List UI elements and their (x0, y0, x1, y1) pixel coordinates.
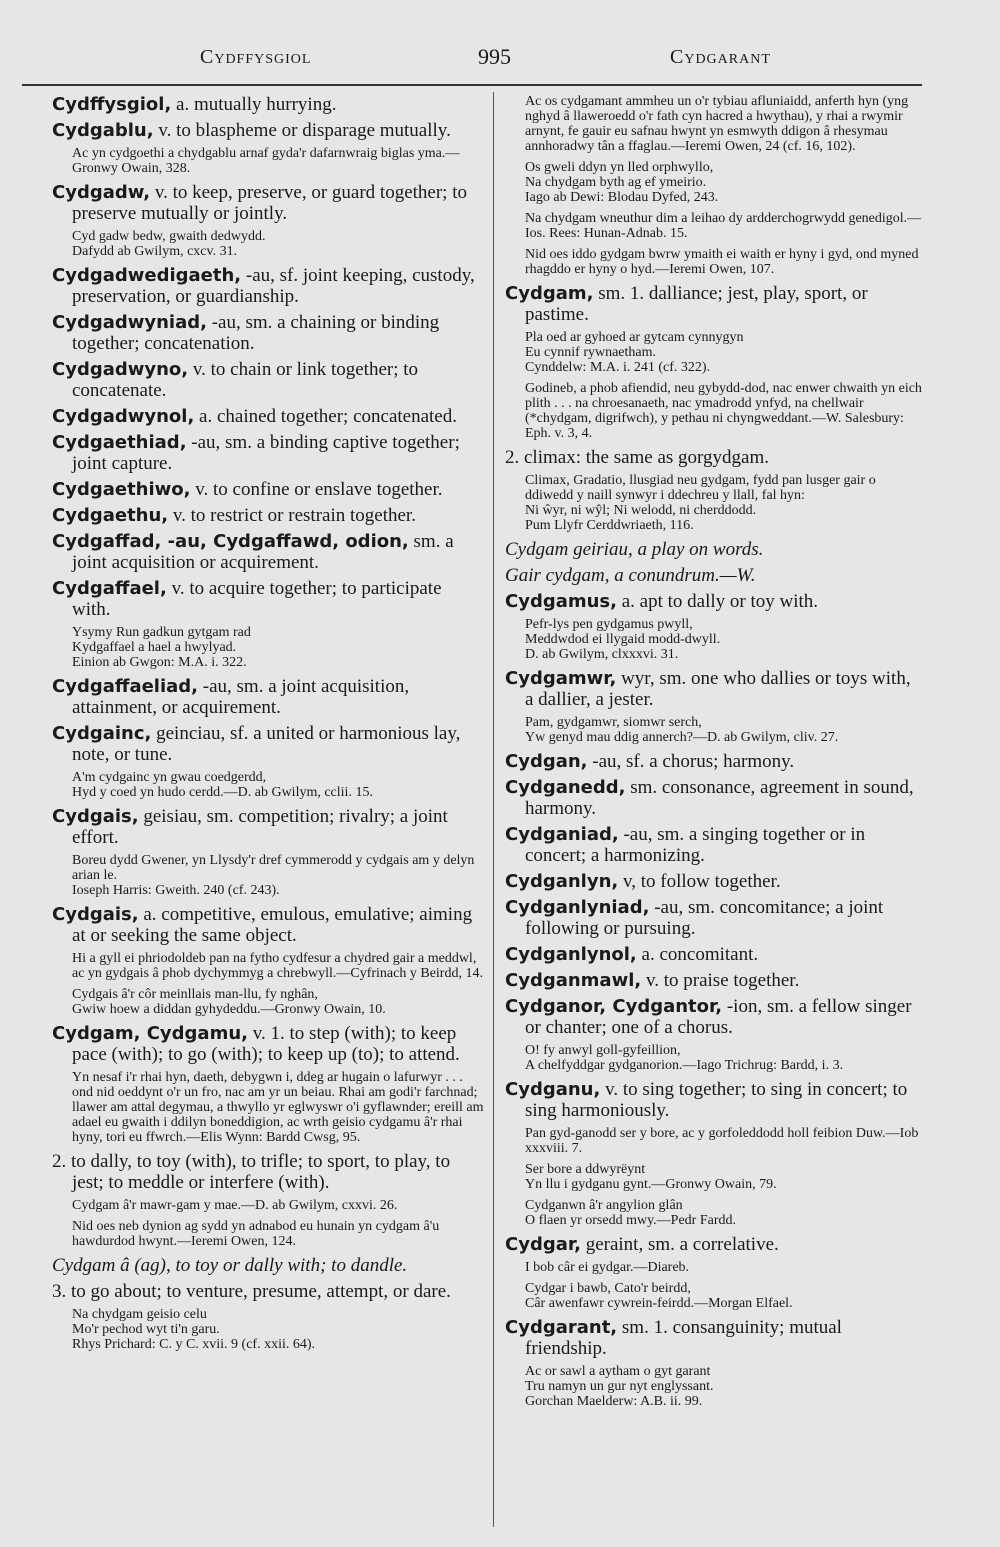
definition: -au, sf. a chorus; harmony. (587, 751, 795, 772)
citation: Na chydgam wneuthur dim a leihao dy ardderchogrwydd genedigol.—Ios. Rees: Hunan-Adnab. 15. (525, 211, 922, 241)
definition: v. to restrict or restrain together. (168, 505, 416, 526)
dictionary-entry (52, 406, 484, 427)
dictionary-entry (505, 897, 923, 939)
headword: Cydgam, (505, 283, 594, 304)
definition: v. to chain or link together; to concatenate. (72, 359, 419, 401)
dictionary-entry (505, 777, 923, 819)
sense: 2. climax: the same as gorgydgam. (505, 447, 770, 468)
header-rule (22, 84, 922, 86)
headword: Cydgaethu, (52, 505, 169, 526)
headword: Cydffysgiol, (52, 94, 172, 115)
dictionary-entry (505, 996, 923, 1038)
citation: Ac yn cydgoethi a chydgablu arnaf gyda'r dafarnwraig biglas yma.—Gronwy Owain, 328. (72, 146, 460, 176)
dictionary-entry (52, 94, 484, 115)
dictionary-entry (52, 1023, 484, 1065)
dictionary-entry (52, 312, 484, 354)
definition: a. apt to dally or toy with. (616, 591, 819, 612)
dictionary-entry (505, 591, 923, 612)
definition: a. competitive, emulous, emulative; aiming at or seeking the same object. (72, 904, 473, 946)
headword: Cydgadwedigaeth, (52, 265, 242, 286)
headword: Cydgais, (52, 904, 139, 925)
headword: Cydgaffaeliad, (52, 676, 199, 697)
citation: Ser bore a ddwyrëynt Yn llu i gydganu gynt.—Gronwy Owain, 79. (525, 1162, 777, 1192)
headword: Cydgadwynol, (52, 406, 195, 427)
headword: Cydgarant, (505, 1317, 618, 1338)
headword: Cydgadw, (52, 182, 151, 203)
dictionary-entry (505, 944, 923, 965)
citation: I bob câr ei gydgar.—Diareb. (525, 1260, 690, 1275)
definition: -au, sm. a chaining or binding together; concatenation. (72, 312, 440, 354)
headword: Cydgan, (505, 751, 588, 772)
definition: a. mutually hurrying. (171, 94, 337, 115)
headword: Cydganor, Cydgantor, (505, 996, 723, 1017)
right-column (505, 94, 923, 1519)
definition: geraint, sm. a correlative. (580, 1234, 779, 1255)
headword: Cydganedd, (505, 777, 626, 798)
definition: v. 1. to step (with); to keep pace (with); to go (with); to keep up (to); to attend. (72, 1023, 460, 1065)
header-right-guide-word: Cydgarant (670, 46, 771, 68)
definition: -ion, sm. a fellow singer or chanter; one of a chorus. (525, 996, 912, 1038)
citation: Ac os cydgamant ammheu un o'r tybiau afluniaidd, anferth hyn (yng nghyd â llaweroedd o'r fath cyn hacred a hwythau), y rhai a rwymir arnynt, fe gauir eu safnau hwynt yn esmwyth ddigon â rhesymau annhoradwy tân a ffaglau.—Ieremi Owen, 24 (cf. 16, 102). (525, 94, 909, 154)
definition: -au, sm. concomitance; a joint following or pursuing. (525, 897, 884, 939)
headword: Cydgadwyniad, (52, 312, 207, 333)
dictionary-entry (505, 668, 923, 710)
definition: -au, sm. a binding captive together; joint capture. (72, 432, 460, 474)
headword: Cydganu, (505, 1079, 601, 1100)
running-header (60, 40, 920, 76)
citation: Cydganwn â'r angylion glân O flaen yr orsedd mwy.—Pedr Fardd. (525, 1198, 736, 1228)
definition: wyr, sm. one who dallies or toys with, a dallier, a jester. (525, 668, 911, 710)
headword: Cydgamwr, (505, 668, 617, 689)
dictionary-entry (505, 824, 923, 866)
definition: geinciau, sf. a united or harmonious lay, note, or tune. (72, 723, 461, 765)
definition: v. to blaspheme or disparage mutually. (153, 120, 451, 141)
phrase: Cydgam geiriau, a play on words. (505, 539, 764, 560)
headword: Cydgaffael, (52, 578, 167, 599)
citation: Cydgam â'r mawr-gam y mae.—D. ab Gwilym, cxxvi. 26. (72, 1198, 398, 1213)
headword: Cydganiad, (505, 824, 619, 845)
dictionary-entry (52, 182, 484, 224)
citation: Nid oes neb dynion ag sydd yn adnabod eu hunain yn cydgam â'u hawdurdod hwynt.—Ieremi Owen, 124. (72, 1219, 440, 1249)
citation: Na chydgam geisio celu Mo'r pechod wyt ti'n garu. Rhys Prichard: C. y C. xvii. 9 (cf. xxii. 64). (72, 1307, 316, 1352)
dictionary-entry (52, 676, 484, 718)
definition: v. to praise together. (641, 970, 800, 991)
citation: Pan gyd-ganodd ser y bore, ac y gorfoleddodd holl feibion Duw.—Iob xxxviii. 7. (525, 1126, 919, 1156)
headword: Cydgar, (505, 1234, 581, 1255)
dictionary-entry (52, 806, 484, 848)
phrase: Cydgam â (ag), to toy or dally with; to dandle. (52, 1255, 408, 1276)
definition: sm. a joint acquisition or acquirement. (72, 531, 454, 573)
dictionary-entry (52, 723, 484, 765)
definition: v. to keep, preserve, or guard together; to preserve mutually or jointly. (72, 182, 467, 224)
dictionary-entry (505, 1079, 923, 1121)
sense: 3. to go about; to venture, presume, attempt, or dare. (52, 1281, 451, 1302)
headword: Cydganlynol, (505, 944, 637, 965)
citation: Cydgais â'r côr meinllais man-llu, fy nghân, Gwiw hoew a diddan gyhydeddu.—Gronwy Owain, 10. (72, 987, 386, 1017)
dictionary-entry (505, 970, 923, 991)
citation: Nid oes iddo gydgam bwrw ymaith ei waith er hyny i gyd, ond myned rhagddo er hyny o hyd.—Ieremi Owen, 107. (525, 247, 919, 277)
headword: Cydgais, (52, 806, 139, 827)
definition: sm. consonance, agreement in sound, harmony. (525, 777, 914, 819)
definition: -au, sm. a singing together or in concert; a harmonizing. (525, 824, 866, 866)
dictionary-entry (52, 432, 484, 474)
definition: geisiau, sm. competition; rivalry; a joint effort. (72, 806, 448, 848)
page-number: 995 (478, 44, 511, 69)
citation: Hi a gyll ei phriodoldeb pan na fytho cydfesur a chydred gair a meddwl, ac yn gydgais â phob dychymmyg a chrebwyll.—Cyfrinach y Beirdd, 14. (72, 951, 483, 981)
headword: Cydganlyn, (505, 871, 619, 892)
headword: Cydganmawl, (505, 970, 642, 991)
dictionary-entry (52, 531, 484, 573)
dictionary-entry (505, 283, 923, 325)
citation: Pla oed ar gyhoed ar gytcam cynnygyn Eu cynnif rywnaetham. Cynddelw: M.A. i. 241 (cf. 322). (525, 330, 744, 375)
headword: Cydgaethiwo, (52, 479, 191, 500)
citation: Climax, Gradatio, llusgiad neu gydgam, fydd pan lusger gair o ddiwedd y naill synwyr i ddechreu y llall, fal hyn: Ni ŵyr, ni wŷl; Ni welodd, ni cherddodd. Pum Llyfr Cerddwriaeth, 116. (525, 473, 876, 533)
dictionary-entry (52, 479, 484, 500)
dictionary-entry (52, 578, 484, 620)
headword: Cydgainc, (52, 723, 152, 744)
citation: Pefr-lys pen gydgamus pwyll, Meddwdod ei llygaid modd-dwyll. D. ab Gwilym, clxxxvi. 31. (525, 617, 721, 662)
dictionary-entry (52, 265, 484, 307)
citation: Os gweli ddyn yn lled orphwyllo, Na chydgam byth ag ef ymeirio. Iago ab Dewi: Blodau Dyfed, 243. (525, 160, 719, 205)
definition: -au, sf. joint keeping, custody, preservation, or guardianship. (72, 265, 475, 307)
citation: Ysymy Run gadkun gytgam rad Kydgaffael a hael a hwylyad. Einion ab Gwgon: M.A. i. 322. (72, 625, 251, 670)
definition: v. to acquire together; to participate with. (72, 578, 442, 620)
citation: Pam, gydgamwr, siomwr serch, Yw genyd mau ddig annerch?—D. ab Gwilym, cliv. 27. (525, 715, 839, 745)
definition: v, to follow together. (618, 871, 781, 892)
definition: v. to sing together; to sing in concert; to sing harmoniously. (525, 1079, 908, 1121)
column-divider (493, 92, 494, 1527)
citation: Cydgar i bawb, Cato'r beirdd, Câr awenfawr cywrein-feirdd.—Morgan Elfael. (525, 1281, 793, 1311)
headword: Cydgamus, (505, 591, 617, 612)
dictionary-entry (52, 359, 484, 401)
citation: A'm cydgainc yn gwau coedgerdd, Hyd y coed yn hudo cerdd.—D. ab Gwilym, cclii. 15. (72, 770, 373, 800)
header-left-guide-word: Cydffysgiol (200, 46, 312, 68)
sense: 2. to dally, to toy (with), to trifle; to sport, to play, to jest; to meddle or interfere (with). (52, 1151, 451, 1193)
headword: Cydgam, Cydgamu, (52, 1023, 248, 1044)
headword: Cydgadwyno, (52, 359, 189, 380)
headword: Cydgaffad, -au, Cydgaffawd, odion, (52, 531, 409, 552)
dictionary-entry (52, 120, 484, 141)
left-column (52, 94, 484, 1519)
citation: Ac or sawl a aytham o gyt garant Tru namyn un gur nyt englyssant. Gorchan Maelderw: A.B. ii. 99. (525, 1364, 714, 1409)
dictionary-entry (505, 751, 923, 772)
headword: Cydganlyniad, (505, 897, 650, 918)
dictionary-entry (52, 505, 484, 526)
dictionary-entry (505, 1234, 923, 1255)
headword: Cydgaethiad, (52, 432, 187, 453)
dictionary-entry (505, 1317, 923, 1359)
definition: sm. 1. consanguinity; mutual friendship. (525, 1317, 842, 1359)
definition: a. concomitant. (636, 944, 759, 965)
dictionary-entry (52, 904, 484, 946)
citation: Godineb, a phob afiendid, neu gybydd-dod, nac enwer chwaith yn eich plith . . . na chroesanaeth, nac ymadrodd ynfyd, na chellwair (*chydgam, digrifwch), y pethau ni chyngweddant.—W. Salesbury: Eph. v. 3, 4. (525, 381, 922, 441)
definition: -au, sm. a joint acquisition, attainment, or acquirement. (72, 676, 410, 718)
citation: Boreu dydd Gwener, yn Llysdy'r dref cymmerodd y cydgais am y delyn arian le. Ioseph Harris: Gweith. 240 (cf. 243). (72, 853, 475, 898)
citation: Yn nesaf i'r rhai hyn, daeth, debygwn i, ddeg ar hugain o lafurwyr . . . ond nid oeddynt o'r un fro, nac am yr un beiau. Rhai am godi'r farchnad; llawer am attal degymau, a thwyllo yr eglwyswr o'i gyflawnder; ereill am adael eu gwaith i ddilyn boneddigion, ac wrth geisio cydgamu â'r rhai hyny, tori eu ffwrch.—Elis Wynn: Bardd Cwsg, 95. (72, 1070, 484, 1145)
citation: O! fy anwyl goll-gyfeillion, A chelfyddgar gydganorion.—Iago Trichrug: Bardd, i. 3. (525, 1043, 844, 1073)
headword: Cydgablu, (52, 120, 154, 141)
dictionary-entry (505, 871, 923, 892)
definition: v. to confine or enslave together. (190, 479, 443, 500)
definition: sm. 1. dalliance; jest, play, sport, or pastime. (525, 283, 868, 325)
citation: Cyd gadw bedw, gwaith dedwydd. Dafydd ab Gwilym, cxcv. 31. (72, 229, 266, 259)
definition: a. chained together; concatenated. (194, 406, 457, 427)
phrase: Gair cydgam, a conundrum.—W. (505, 565, 756, 586)
